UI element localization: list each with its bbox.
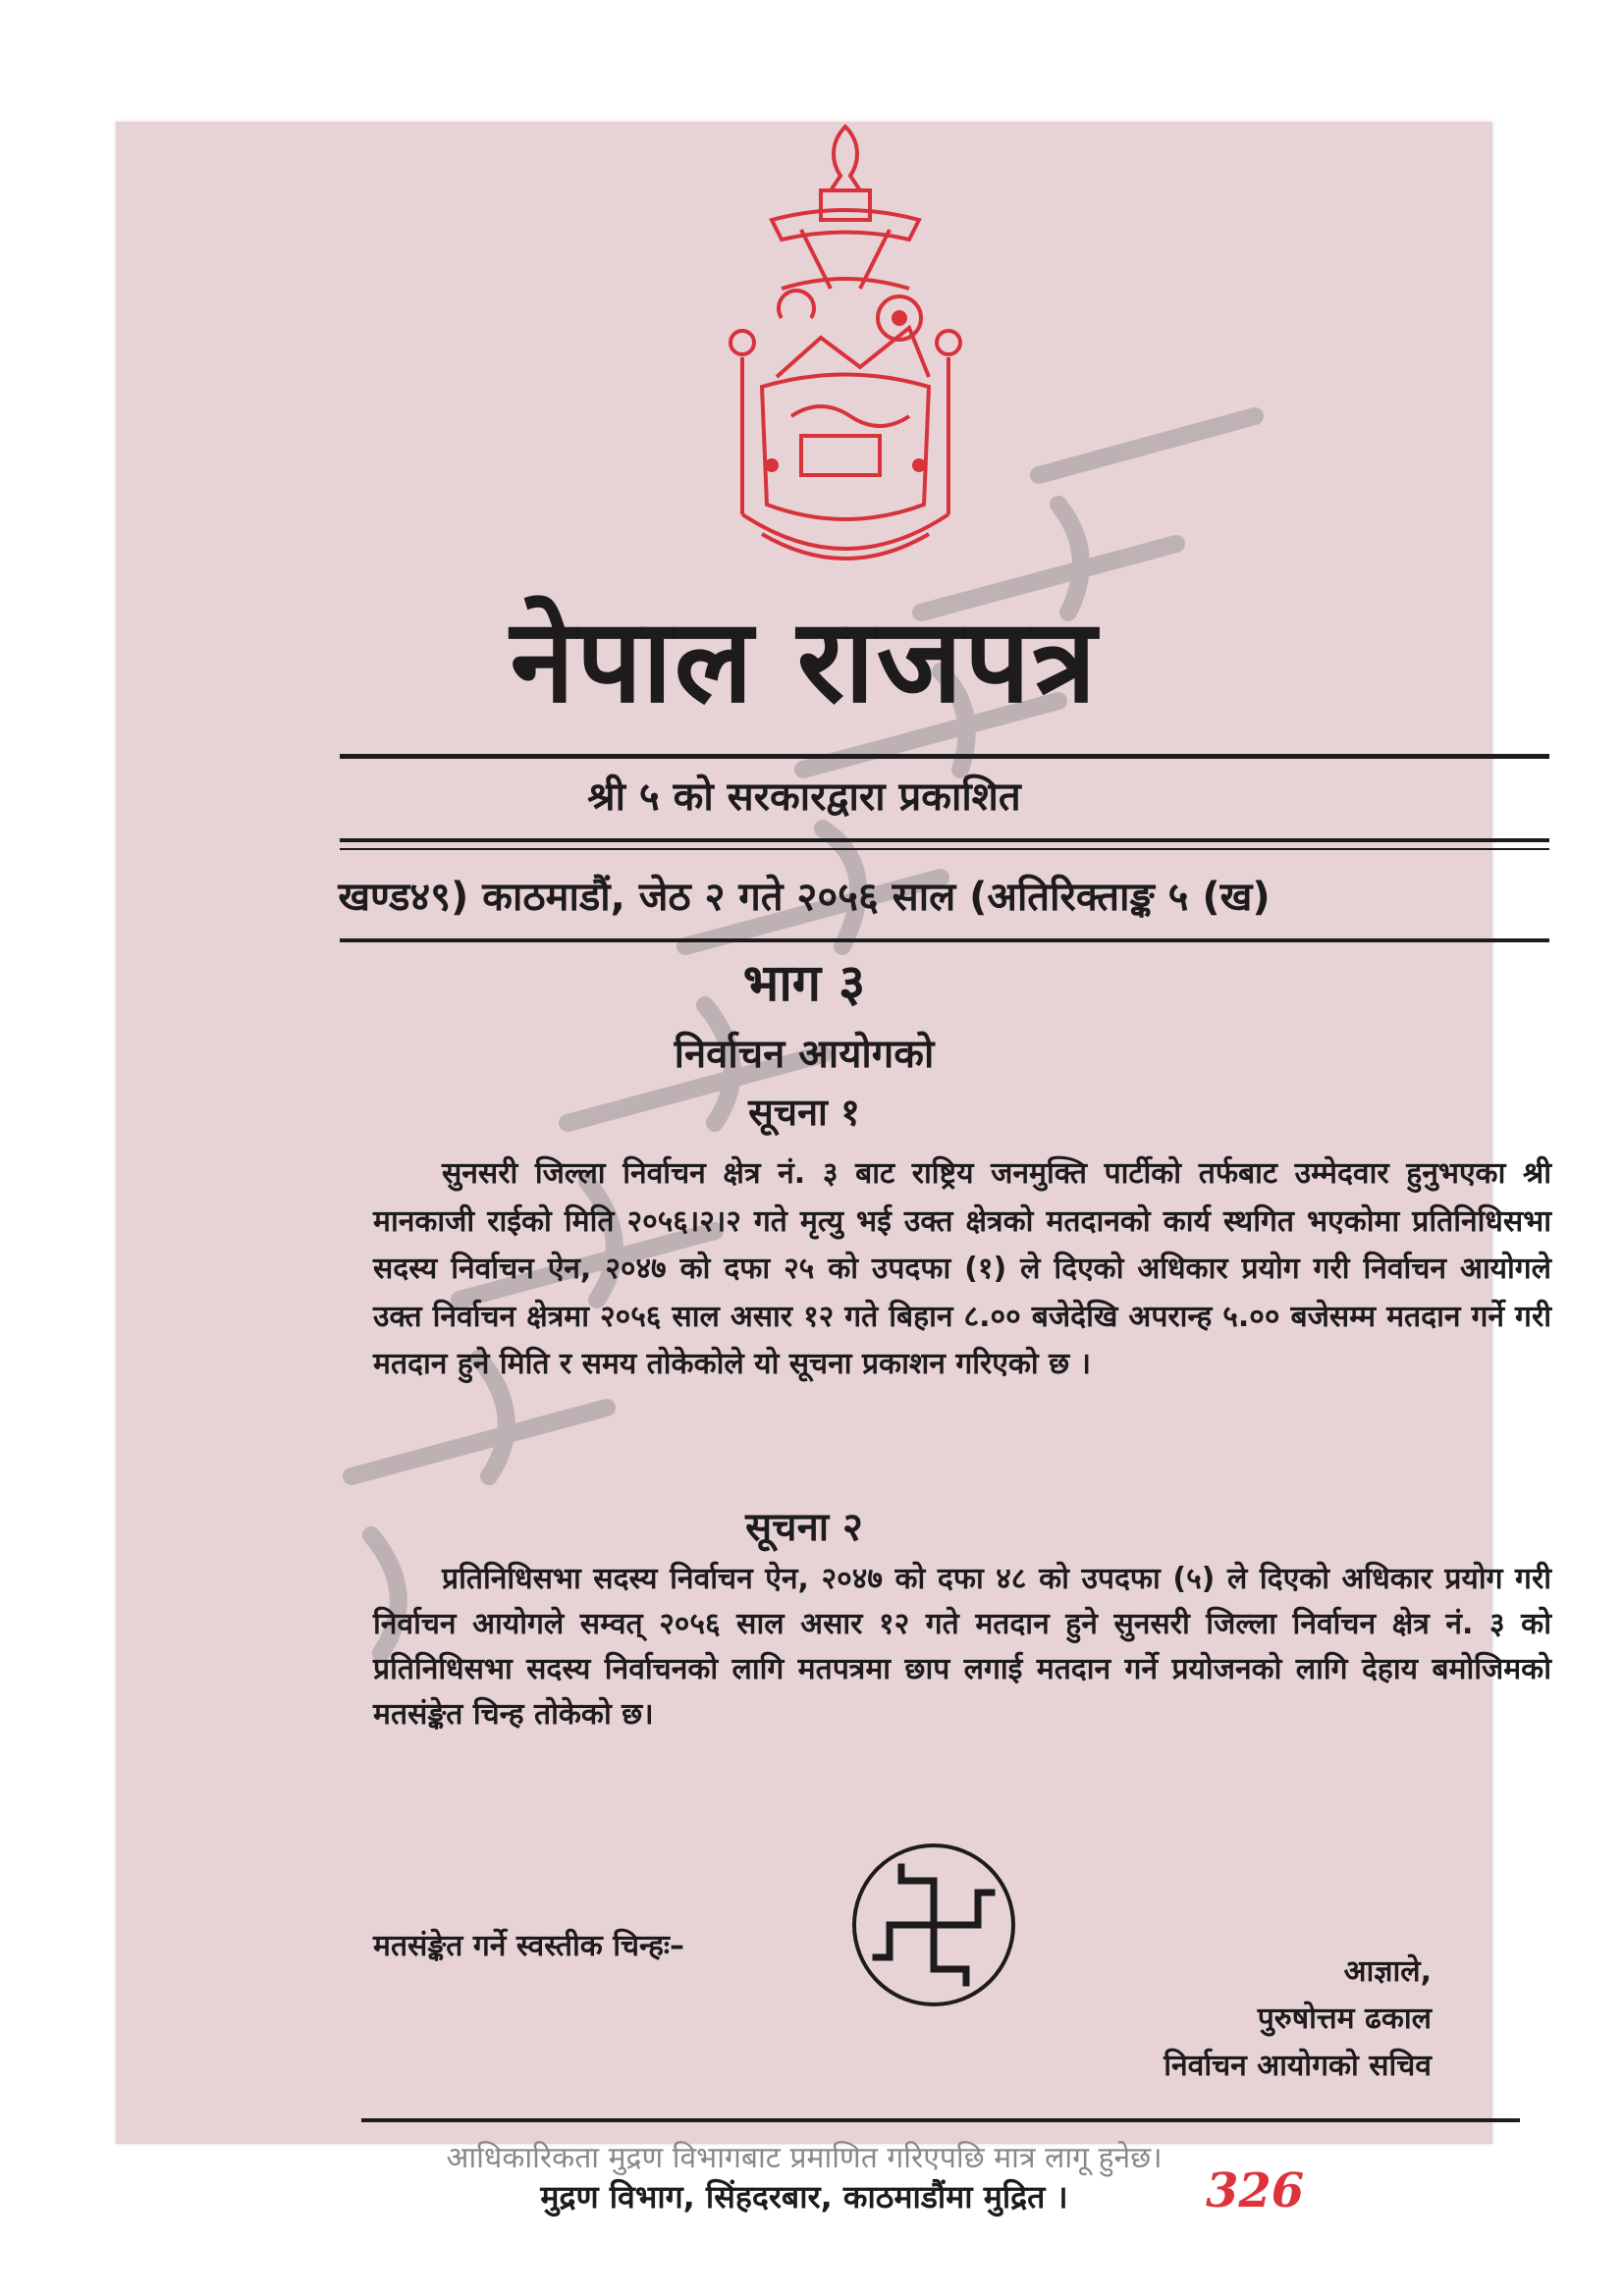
signature-order: आज्ञाले,	[1343, 1954, 1432, 1989]
part-heading: भाग ३	[742, 954, 866, 1013]
rule-lower	[340, 938, 1549, 942]
signatory-name: पुरुषोत्तम ढकाल	[1257, 2002, 1432, 2036]
issue-line: खण्ड४९) काठमाडौं, जेठ २ गते २०५६ साल (अतिरिक्ताङ्क ५ (ख)	[338, 875, 1271, 920]
section-heading: निर्वाचन आयोगको	[674, 1032, 935, 1077]
title-rule-thick	[340, 754, 1549, 759]
gazette-title: नेपाल राजपत्र	[510, 593, 1099, 728]
footer-rule	[361, 2118, 1520, 2122]
coat-of-arms-icon	[683, 122, 1007, 593]
handwritten-page-number: 326	[1206, 2163, 1305, 2218]
publisher-line: श्री ५ को सरकारद्वारा प्रकाशित	[587, 774, 1021, 820]
printer-line: मुद्रण विभाग, सिंहदरबार, काठमाडौंमा मुद्रित ।	[540, 2178, 1068, 2216]
notice-1-body: सुनसरी जिल्ला निर्वाचन क्षेत्र नं. ३ बाट राष्ट्रिय जनमुक्ति पार्टीको तर्फबाट उम्मेदवार हुनुभएका श्री मानकाजी राईको मिति २०५६।२।२ गते मृत्यु भई उक्त क्षेत्रको मतदानको कार्य स्थगित भएकोमा प्रतिनिधिसभा सदस्य निर्वाचन ऐन, २०४७ को दफा २५ को उपदफा (१) ले दिएको अधिकार प्रयोग गरी निर्वाचन आयोगले उक्त निर्वाचन क्षेत्रमा २०५६ साल असार १२ गते बिहान ८.०० बजेदेखि अपरान्ह ५.०० बजेसम्म मतदान गर्ने गरी मतदान हुने मिति र समय तोकेकोले यो सूचना प्रकाशन गरिएको छ ।	[373, 1156, 1551, 1381]
swastika-symbol	[852, 1843, 1015, 2006]
swastika-icon	[856, 1847, 1011, 2002]
notice-2-title: सूचना २	[745, 1505, 863, 1550]
notice-1-title: सूचना १	[748, 1091, 860, 1134]
rule-upper	[340, 838, 1549, 842]
symbol-label: मतसंङ्केत गर्ने स्वस्तीक चिन्हः–	[373, 1929, 684, 1963]
rule-upper-thin	[340, 848, 1549, 850]
gazette-page	[116, 122, 1551, 2218]
notice-2-body: प्रतिनिधिसभा सदस्य निर्वाचन ऐन, २०४७ को दफा ४८ को उपदफा (५) ले दिएको अधिकार प्रयोग गरी निर्वाचन आयोगले सम्वत् २०५६ साल असार १२ गते मतदान हुने सुनसरी जिल्ला निर्वाचन क्षेत्र नं. ३ को प्रतिनिधिसभा सदस्य निर्वाचनको लागि मतपत्रमा छाप लगाई मतदान गर्ने प्रयोजनको लागि देहाय बमोजिमको मतसंङ्केत चिन्ह तोकेको छ।	[373, 1562, 1551, 1732]
authentication-note: आधिकारिकता मुद्रण विभागबाट प्रमाणित गरिएपछि मात्र लागू हुनेछ।	[446, 2141, 1163, 2175]
signatory-designation: निर्वाचन आयोगको सचिव	[1164, 2049, 1432, 2083]
